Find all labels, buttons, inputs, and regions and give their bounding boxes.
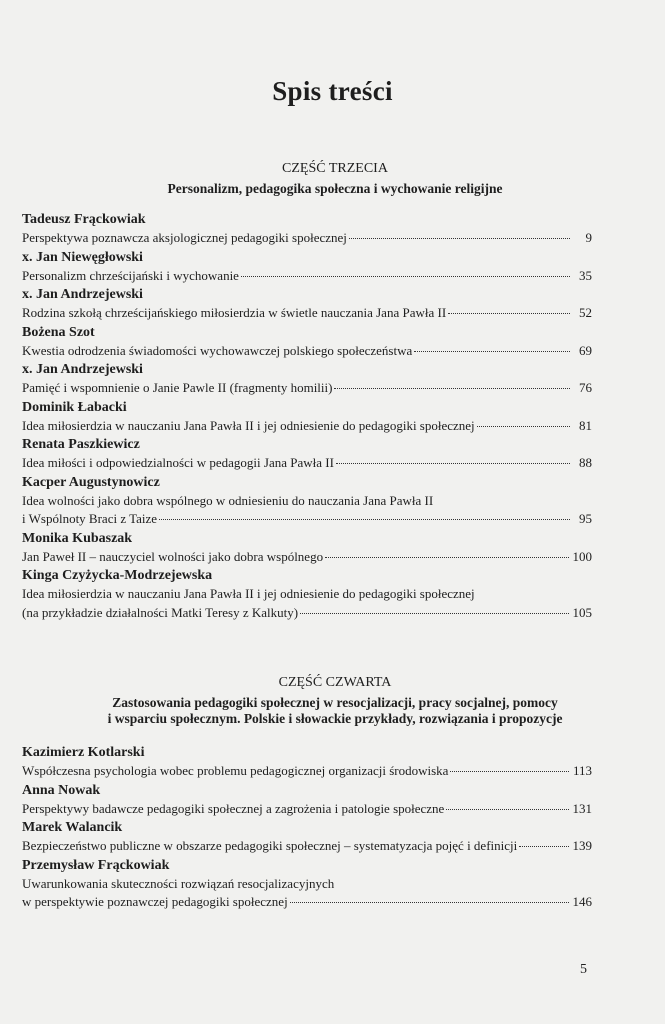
entry-author: Dominik Łabacki (22, 399, 127, 415)
dot-leader (290, 901, 569, 903)
entry-title: Personalizm chrześcijański i wychowanie (22, 267, 239, 283)
entry-author: Przemysław Frąckowiak (22, 857, 170, 873)
entry-page-number: 69 (579, 342, 592, 358)
entry-title: Perspektywy badawcze pedagogiki społecznej a zagrożenia i patologie społeczne (22, 800, 445, 816)
part-subtitle: i wsparciu społecznym. Polskie i słowackie przykłady, rozwiązania i propozycje (107, 711, 563, 726)
dot-leader (325, 556, 568, 558)
entry-author: Monika Kubaszak (22, 530, 133, 546)
entry-page-number: 76 (579, 380, 592, 395)
entry-page-number: 131 (572, 800, 592, 816)
entry-author: Renata Paszkiewicz (22, 437, 140, 452)
entry-title: Współczesna psychologia wobec problemu pedagogicznej organizacji środowiska (22, 763, 449, 778)
toc-entry (22, 285, 592, 323)
entry-title-line[interactable] (22, 875, 592, 894)
toc-entry (22, 743, 592, 781)
toc-entries (22, 210, 592, 622)
toc-entry (22, 781, 592, 819)
dot-leader (446, 808, 568, 810)
toc-entry (22, 248, 592, 286)
entry-title-line[interactable] (22, 379, 592, 398)
entry-author: Marek Walancik (22, 820, 123, 835)
dot-leader (159, 518, 570, 520)
part-subtitle: Zastosowania pedagogiki społecznej w resocjalizacji, pracy socjalnej, pomocy (112, 695, 558, 710)
entry-page-number: 52 (579, 305, 592, 320)
entry-author: Kacper Augustynowicz (22, 474, 160, 490)
entry-title-line[interactable] (22, 267, 592, 286)
toc-entry (22, 323, 592, 361)
entry-title-line[interactable] (22, 548, 592, 567)
part-subtitle: Personalizm, pedagogika społeczna i wychowanie religijne (167, 181, 503, 196)
toc-entries (22, 743, 592, 912)
dot-leader (336, 462, 570, 464)
part-label: CZĘŚĆ TRZECIA (282, 161, 388, 176)
entry-title-line[interactable] (22, 510, 592, 529)
entry-author: Anna Nowak (22, 782, 101, 798)
entry-page-number: 113 (572, 763, 592, 778)
entry-title-line[interactable] (22, 800, 592, 819)
entry-title-line[interactable] (22, 454, 592, 473)
entry-page-number: 146 (572, 894, 592, 909)
entry-title: (na przykładzie działalności Matki Teresy z Kalkuty) (22, 604, 299, 620)
entry-page-number: 88 (579, 455, 592, 470)
toc-entry (22, 435, 592, 473)
part-header (40, 160, 630, 197)
entry-title-line[interactable] (22, 342, 592, 361)
entry-author: Tadeusz Frąckowiak (22, 212, 146, 227)
entry-title-line[interactable] (22, 417, 592, 436)
entry-title: Idea miłosierdzia w nauczaniu Jana Pawła II i jej odniesienie do pedagogiki społecznej (22, 417, 475, 433)
page-title: Spis treści (272, 76, 393, 106)
dot-leader (519, 845, 568, 847)
entry-page-number: 105 (572, 604, 592, 620)
entry-page-number: 9 (585, 230, 592, 245)
entry-author: x. Jan Niewęgłowski (22, 249, 143, 265)
dot-leader (448, 312, 570, 314)
entry-page-number: 81 (579, 417, 592, 433)
toc-entry (22, 529, 592, 567)
dot-leader (450, 770, 569, 772)
dot-leader (334, 387, 570, 389)
part-label: CZĘŚĆ CZWARTA (278, 675, 392, 690)
entry-title: Idea miłosierdzia w nauczaniu Jana Pawła II i jej odniesienie do pedagogiki społecznej (22, 586, 475, 601)
entry-page-number: 35 (579, 267, 592, 283)
entry-author: Bożena Szot (22, 324, 95, 340)
entry-title: w perspektywie poznawczej pedagogiki społecznej (22, 894, 288, 909)
entry-title-line[interactable] (22, 492, 592, 511)
entry-title-line[interactable] (22, 585, 592, 604)
entry-title-line[interactable] (22, 837, 592, 856)
entry-title: Kwestia odrodzenia świadomości wychowawczej polskiego społeczeństwa (22, 342, 413, 358)
dot-leader (414, 350, 570, 352)
toc-entry (22, 210, 592, 248)
entry-title-line[interactable] (22, 304, 592, 323)
entry-page-number: 139 (572, 838, 592, 853)
entry-author: x. Jan Andrzejewski (22, 362, 143, 377)
entry-page-number: 100 (572, 548, 592, 564)
entry-title-line[interactable] (22, 762, 592, 781)
entry-title: Jan Paweł II – nauczyciel wolności jako dobra wspólnego (22, 548, 324, 564)
dot-leader (477, 425, 570, 427)
entry-page-number: 95 (579, 511, 592, 526)
toc-entry (22, 360, 592, 398)
entry-title: Perspektywa poznawcza aksjologicznej pedagogiki społecznej (22, 230, 347, 245)
entry-author: Kazimierz Kotlarski (22, 745, 145, 760)
entry-title: Rodzina szkołą chrześcijańskiego miłosierdzia w świetle nauczania Jana Pawła II (22, 305, 447, 320)
entry-title-line[interactable] (22, 229, 592, 248)
toc-entry (22, 473, 592, 529)
page-number: 5 (580, 962, 587, 977)
entry-title: i Wspólnoty Braci z Taize (22, 511, 158, 526)
entry-title: Pamięć i wspomnienie o Janie Pawle II (fragmenty homilii) (22, 380, 333, 395)
toc-entry (22, 398, 592, 436)
entry-title: Idea miłości i odpowiedzialności w pedagogii Jana Pawła II (22, 455, 334, 470)
entry-title: Bezpieczeństwo publiczne w obszarze pedagogiki społecznej – systematyzacja pojęć i definicji (22, 838, 518, 853)
part-header (40, 674, 630, 727)
toc-entry (22, 856, 592, 912)
entry-title-line[interactable] (22, 893, 592, 912)
toc-entry (22, 566, 592, 622)
entry-author: x. Jan Andrzejewski (22, 287, 143, 302)
dot-leader (300, 612, 568, 614)
dot-leader (349, 237, 570, 239)
dot-leader (241, 275, 570, 277)
entry-title: Uwarunkowania skuteczności rozwiązań resocjalizacyjnych (22, 875, 335, 891)
toc-entry (22, 818, 592, 856)
entry-author: Kinga Czyżycka-Modrzejewska (22, 568, 213, 583)
entry-title-line[interactable] (22, 604, 592, 623)
entry-title: Idea wolności jako dobra wspólnego w odniesieniu do nauczania Jana Pawła II (22, 492, 434, 508)
